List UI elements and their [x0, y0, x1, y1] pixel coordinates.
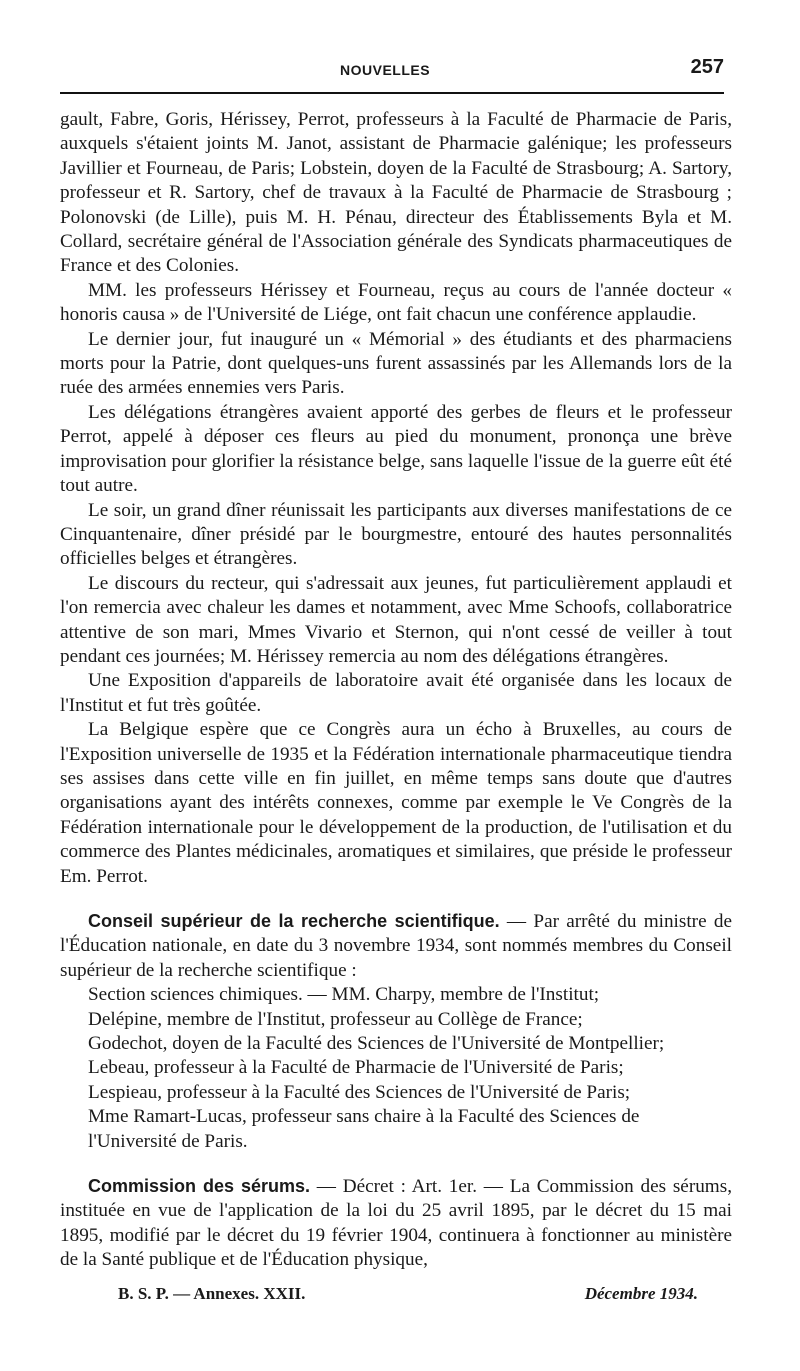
conseil-member: Lebeau, professeur à la Faculté de Pharmacie de l'Université de Paris; [88, 1057, 624, 1079]
conseil-member: Delépine, membre de l'Institut, professeur au Collège de France; [88, 1008, 583, 1030]
section-gap [60, 1154, 732, 1174]
commission-heading: Commission des sérums. [88, 1176, 311, 1197]
conseil-member: Mme Ramart-Lucas, professeur sans chaire à la Faculté des Sciences de l'Université de Paris. [88, 1106, 640, 1152]
paragraph: Le soir, un grand dîner réunissait les participants aux diverses manifestations de ce Cinquantenaire, dîner présidé par le bourgmestre, entouré des hautes personnalités officielles belges et étrangères. [60, 499, 732, 570]
commission-section [60, 1174, 732, 1273]
paragraph: MM. les professeurs Hérissey et Fourneau, reçus au cours de l'année docteur « honoris causa » de l'Université de Liége, ont fait chacun une conférence applaudie. [60, 279, 732, 326]
conseil-member: Section sciences chimiques. — MM. Charpy, membre de l'Institut; [88, 984, 600, 1006]
paragraph: La Belgique espère que ce Congrès aura un écho à Bruxelles, au cours de l'Exposition universelle de 1935 et la Fédération internationale pharmaceutique tiendra ses assises dans cette ville en fin juillet, en même temps sans doute que d'autres organisations ayant des intérêts connexes, comme par exemple le Ve Congrès de la Fédération internationale pour le développement de la production, de l'utilisation et du commerce des Plantes médicinales, aromatiques et similaires, que préside le professeur Em. Perrot. [60, 719, 732, 887]
conseil-member: Godechot, doyen de la Faculté des Sciences de l'Université de Montpellier; [88, 1033, 665, 1055]
header-rule [60, 92, 724, 94]
conseil-intro: — Par arrêté du ministre de l'Éducation nationale, en date du 3 novembre 1934, sont nommés membres du Conseil supérieur de la recherche scientifique : [60, 911, 732, 981]
running-head: NOUVELLES [340, 62, 431, 78]
conseil-heading: Conseil supérieur de la recherche scientifique. [88, 911, 500, 931]
paragraph: Les délégations étrangères avaient apporté des gerbes de fleurs et le professeur Perrot, appelé à déposer ces fleurs au pied du monument, prononça une brève improvisation pour glorifier la résistance belge, sans laquelle l'issue de la guerre eût été tout autre. [60, 401, 732, 497]
conseil-member: Lespieau, professeur à la Faculté des Sciences de l'Université de Paris; [88, 1081, 631, 1103]
paragraph: Une Exposition d'appareils de laboratoire avait été organisée dans les locaux de l'Institut et fut très goûtée. [60, 670, 732, 716]
paragraph: Le dernier jour, fut inauguré un « Mémorial » des étudiants et des pharmaciens morts pour la Patrie, dont quelques-uns furent assassinés par les Allemands lors de la ruée des armées ennemies vers Paris. [60, 328, 732, 399]
footer-right: Décembre 1934. [584, 1284, 698, 1303]
page-footer [118, 1284, 698, 1308]
article-body [60, 108, 732, 1273]
conseil-section [60, 909, 732, 983]
footer-left: B. S. P. — Annexes. XXII. [118, 1284, 306, 1303]
paragraph: gault, Fabre, Goris, Hérissey, Perrot, professeurs à la Faculté de Pharmacie de Paris, auxquels s'étaient joints M. Janot, assistant de Pharmacie galénique; les professeurs Javillier et Fourneau, de Paris; Lobstein, doyen de la Faculté de Strasbourg; A. Sartory, professeur et R. Sartory, chef de travaux à la Faculté de Pharmacie de Strasbourg ; Polonovski (de Lille), puis M. H. Pénau, directeur des Établissements Byla et M. Collard, secrétaire général de l'Association générale des Syndicats pharmaceutiques de France et des Colonies. [60, 109, 732, 277]
page-number: 257 [690, 56, 724, 78]
commission-text: — Décret : Art. 1er. — La Commission des sérums, instituée en vue de l'application de la loi du 25 avril 1895, par le décret du 15 mai 1895, modifié par le décret du 19 février 1904, continuera à fonctionner au ministère de la Santé publique et de l'Éducation physique, [60, 1176, 732, 1271]
section-gap [60, 889, 732, 909]
page-header [60, 56, 724, 86]
paragraph: Le discours du recteur, qui s'adressait aux jeunes, fut particulièrement applaudi et l'on remercia avec chaleur les dames et notamment, avec Mme Schoofs, collaboratrice attentive de son mari, Mmes Vivario et Sternon, qui n'ont cessé de veiller à tout pendant ces journées; M. Hérissey remercia au nom des délégations étrangères. [60, 572, 732, 667]
